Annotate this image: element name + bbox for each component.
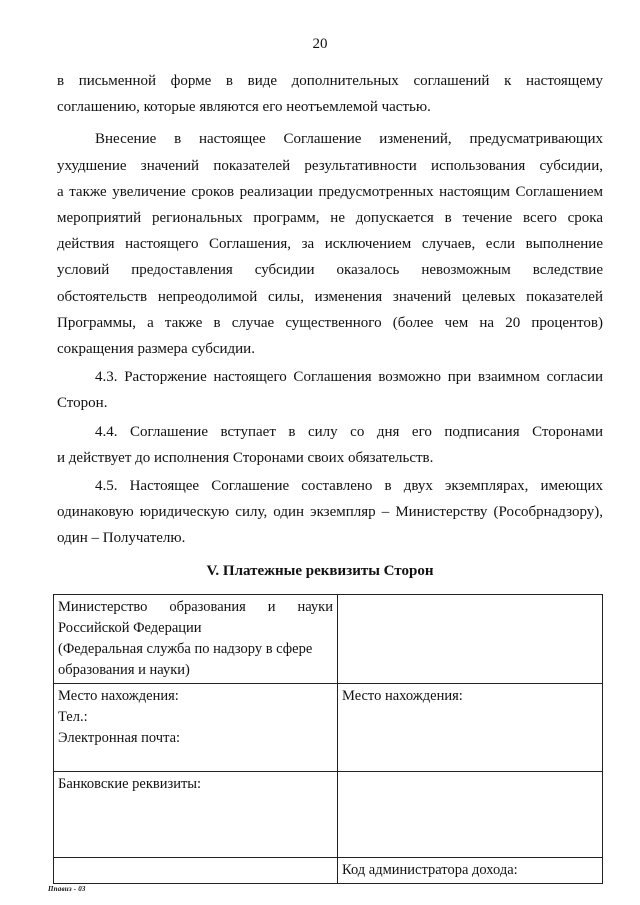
cell-line: Место нахождения: [58, 688, 179, 704]
body-text [57, 68, 603, 552]
text-line: 4.5. Настоящее Соглашение составлено в двух экземплярах, имеющих [95, 478, 603, 495]
text-line: один – Получателю. [57, 530, 186, 547]
bank-details-cell: Банковские реквизиты: [54, 772, 338, 858]
text-line: ухудшение значений показателей результативности использования субсидии, [57, 157, 603, 174]
text-line: мероприятий региональных программ, не допускается в течение всего срока [57, 210, 603, 227]
requisites-table [53, 594, 603, 884]
cell-line: Электронная почта: [58, 730, 181, 746]
revenue-admin-code-cell: Код администратора дохода: [338, 858, 603, 884]
cell-line: (Федеральная служба по надзору в сфере [58, 641, 313, 657]
table-row [54, 684, 603, 772]
text-line: и действует до исполнения Сторонами своих обязательств. [57, 449, 434, 466]
table-row [54, 772, 603, 858]
text-line: в письменной форме в виде дополнительных соглашений к настоящему [57, 73, 603, 89]
text-line: сокращения размера субсидии. [57, 341, 255, 358]
text-line: Внесение в настоящее Соглашение изменений, предусматривающих [95, 131, 603, 148]
text-line: соглашению, которые являются его неотъемлемой частью. [57, 99, 431, 116]
text-line: 4.3. Расторжение настоящего Соглашения возможно при взаимном согласии [95, 369, 603, 386]
paragraph-1 [57, 68, 603, 120]
ministry-cell [54, 595, 338, 684]
recipient-address-cell: Место нахождения: [338, 684, 603, 772]
text-line: условий предоставления субсидии оказалось невозможным вследствие [57, 262, 603, 279]
recipient-bank-cell [338, 772, 603, 858]
paragraph-4-3 [57, 364, 603, 416]
ministry-address-cell [54, 684, 338, 772]
table-row [54, 595, 603, 684]
cell-line: образования и науки) [58, 662, 190, 678]
footer-mark: Ппавиз - 03 [48, 885, 86, 893]
cell-line: Российской Федерации [58, 620, 202, 636]
recipient-name-cell [338, 595, 603, 684]
text-line: Программы, а также в случае существенного (более чем на 20 процентов) [57, 314, 603, 331]
paragraph-2 [57, 126, 603, 362]
text-line: обстоятельств непреодолимой силы, изменения значений целевых показателей [57, 288, 603, 305]
text-line: а также увеличение сроков реализации предусмотренных настоящим Соглашением [57, 183, 603, 200]
text-line: действия настоящего Соглашения, за исключением случаев, если выполнение [57, 236, 603, 253]
page-number: 20 [312, 36, 328, 52]
text-line: одинаковую юридическую силу, один экземпляр – Министерству (Рособрнадзору), [57, 504, 603, 521]
text-line: 4.4. Соглашение вступает в силу со дня его подписания Сторонами [95, 423, 603, 440]
cell-line: Тел.: [58, 709, 88, 725]
cell-line: Министерство образования и науки [58, 599, 333, 615]
empty-cell [54, 858, 338, 884]
text-line: Сторон. [57, 395, 108, 412]
section-title: V. Платежные реквизиты Сторон [206, 563, 434, 579]
paragraph-4-5 [57, 473, 603, 552]
table-row [54, 858, 603, 884]
paragraph-4-4 [57, 419, 603, 471]
